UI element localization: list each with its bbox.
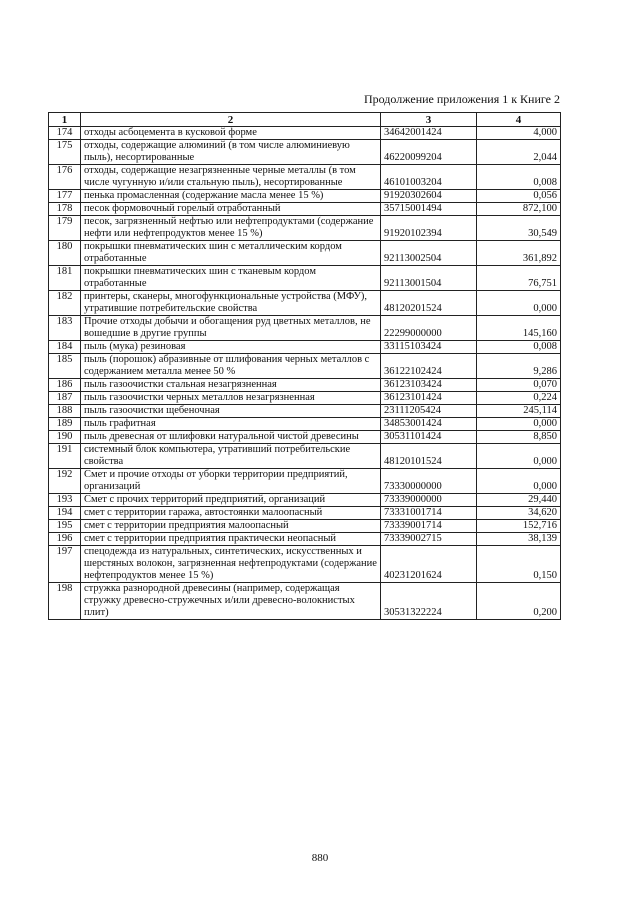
waste-table — [48, 112, 561, 620]
waste-name: отходы, содержащие незагрязненные черные металлы (в том числе чугунную и/или стальную пыль), несортированные — [81, 165, 381, 190]
table-row — [49, 546, 561, 583]
waste-value: 361,892 — [477, 241, 561, 266]
waste-name: пыль (мука) резиновая — [81, 341, 381, 354]
column-header: 1 — [49, 113, 81, 127]
waste-code: 36122102424 — [381, 354, 477, 379]
waste-value: 152,716 — [477, 520, 561, 533]
waste-name: покрышки пневматических шин с металлическим кордом отработанные — [81, 241, 381, 266]
waste-value: 8,850 — [477, 431, 561, 444]
row-number: 174 — [49, 127, 81, 140]
table-row — [49, 266, 561, 291]
waste-value: 29,440 — [477, 494, 561, 507]
row-number: 183 — [49, 316, 81, 341]
waste-value: 145,160 — [477, 316, 561, 341]
waste-name: отходы, содержащие алюминий (в том числе алюминиевую пыль), несортированные — [81, 140, 381, 165]
waste-value: 76,751 — [477, 266, 561, 291]
row-number: 188 — [49, 405, 81, 418]
table-row — [49, 379, 561, 392]
table-row — [49, 418, 561, 431]
waste-code: 34642001424 — [381, 127, 477, 140]
waste-code: 34853001424 — [381, 418, 477, 431]
table-row — [49, 354, 561, 379]
waste-name: смет с территории предприятия практически неопасный — [81, 533, 381, 546]
table-row — [49, 507, 561, 520]
waste-code: 22299000000 — [381, 316, 477, 341]
waste-name: стружка разнородной древесины (например, содержащая стружку древесно-стружечных и/или древесно-волокнистых плит) — [81, 583, 381, 620]
row-number: 176 — [49, 165, 81, 190]
waste-code: 92113001504 — [381, 266, 477, 291]
waste-name: покрышки пневматических шин с тканевым кордом отработанные — [81, 266, 381, 291]
waste-name: принтеры, сканеры, многофункциональные устройства (МФУ), утратившие потребительские свойства — [81, 291, 381, 316]
table-row — [49, 583, 561, 620]
waste-code: 91920102394 — [381, 216, 477, 241]
table-row — [49, 127, 561, 140]
row-number: 184 — [49, 341, 81, 354]
table-row — [49, 405, 561, 418]
table-header-row — [49, 113, 561, 127]
waste-code: 48120201524 — [381, 291, 477, 316]
table-row — [49, 469, 561, 494]
row-number: 189 — [49, 418, 81, 431]
table-row — [49, 520, 561, 533]
waste-value: 0,200 — [477, 583, 561, 620]
row-number: 175 — [49, 140, 81, 165]
waste-name: пыль газоочистки стальная незагрязненная — [81, 379, 381, 392]
waste-code: 33115103424 — [381, 341, 477, 354]
waste-name: отходы асбоцемента в кусковой форме — [81, 127, 381, 140]
waste-code: 30531322224 — [381, 583, 477, 620]
row-number: 186 — [49, 379, 81, 392]
table-row — [49, 165, 561, 190]
waste-code: 23111205424 — [381, 405, 477, 418]
row-number: 187 — [49, 392, 81, 405]
row-number: 191 — [49, 444, 81, 469]
table-row — [49, 316, 561, 341]
waste-value: 9,286 — [477, 354, 561, 379]
waste-value: 0,008 — [477, 341, 561, 354]
row-number: 197 — [49, 546, 81, 583]
table-row — [49, 494, 561, 507]
table-row — [49, 291, 561, 316]
waste-name: пыль (порошок) абразивные от шлифования черных металлов с содержанием металла менее 50 % — [81, 354, 381, 379]
waste-code: 30531101424 — [381, 431, 477, 444]
row-number: 177 — [49, 190, 81, 203]
waste-value: 0,000 — [477, 469, 561, 494]
row-number: 194 — [49, 507, 81, 520]
waste-value: 34,620 — [477, 507, 561, 520]
waste-code: 92113002504 — [381, 241, 477, 266]
waste-name: Смет и прочие отходы от уборки территории предприятий, организаций — [81, 469, 381, 494]
waste-value: 30,549 — [477, 216, 561, 241]
table-row — [49, 431, 561, 444]
table-row — [49, 140, 561, 165]
waste-code: 36123103424 — [381, 379, 477, 392]
waste-value: 0,000 — [477, 418, 561, 431]
waste-value: 0,008 — [477, 165, 561, 190]
waste-value: 245,114 — [477, 405, 561, 418]
row-number: 178 — [49, 203, 81, 216]
row-number: 190 — [49, 431, 81, 444]
row-number: 181 — [49, 266, 81, 291]
table-row — [49, 190, 561, 203]
waste-code: 73331001714 — [381, 507, 477, 520]
table-row — [49, 341, 561, 354]
waste-name: пенька промасленная (содержание масла менее 15 %) — [81, 190, 381, 203]
table-row — [49, 203, 561, 216]
waste-name: системный блок компьютера, утративший потребительские свойства — [81, 444, 381, 469]
waste-value: 0,000 — [477, 444, 561, 469]
waste-code: 46101003204 — [381, 165, 477, 190]
row-number: 193 — [49, 494, 81, 507]
waste-code: 48120101524 — [381, 444, 477, 469]
waste-code: 40231201624 — [381, 546, 477, 583]
waste-name: спецодежда из натуральных, синтетических, искусственных и шерстяных волокон, загрязненная нефтепродуктами (содержание нефтепродуктов менее 15 %) — [81, 546, 381, 583]
column-header: 4 — [477, 113, 561, 127]
table-row — [49, 216, 561, 241]
row-number: 192 — [49, 469, 81, 494]
row-number: 198 — [49, 583, 81, 620]
row-number: 180 — [49, 241, 81, 266]
table-row — [49, 392, 561, 405]
waste-value: 0,070 — [477, 379, 561, 392]
row-number: 182 — [49, 291, 81, 316]
page-number: 880 — [311, 852, 329, 864]
waste-name: Смет с прочих территорий предприятий, организаций — [81, 494, 381, 507]
waste-value: 4,000 — [477, 127, 561, 140]
waste-name: Прочие отходы добычи и обогащения руд цветных металлов, не вошедшие в другие группы — [81, 316, 381, 341]
waste-code: 35715001494 — [381, 203, 477, 216]
row-number: 179 — [49, 216, 81, 241]
waste-code: 73339002715 — [381, 533, 477, 546]
waste-code: 46220099204 — [381, 140, 477, 165]
page-heading: Продолжение приложения 1 к Книге 2 — [363, 92, 560, 106]
column-header: 2 — [81, 113, 381, 127]
table-row — [49, 533, 561, 546]
waste-name: пыль древесная от шлифовки натуральной чистой древесины — [81, 431, 381, 444]
waste-name: пыль газоочистки щебеночная — [81, 405, 381, 418]
row-number: 195 — [49, 520, 81, 533]
waste-value: 2,044 — [477, 140, 561, 165]
waste-value: 0,056 — [477, 190, 561, 203]
row-number: 185 — [49, 354, 81, 379]
waste-name: песок формовочный горелый отработанный — [81, 203, 381, 216]
waste-value: 0,150 — [477, 546, 561, 583]
waste-name: пыль графитная — [81, 418, 381, 431]
waste-code: 73339000000 — [381, 494, 477, 507]
table-row — [49, 241, 561, 266]
waste-code: 73330000000 — [381, 469, 477, 494]
waste-name: смет с территории предприятия малоопасный — [81, 520, 381, 533]
waste-code: 73339001714 — [381, 520, 477, 533]
table-row — [49, 444, 561, 469]
waste-name: песок, загрязненный нефтью или нефтепродуктами (содержание нефти или нефтепродуктов менее 15 %) — [81, 216, 381, 241]
waste-value: 0,224 — [477, 392, 561, 405]
waste-value: 38,139 — [477, 533, 561, 546]
waste-name: смет с территории гаража, автостоянки малоопасный — [81, 507, 381, 520]
waste-code: 91920302604 — [381, 190, 477, 203]
waste-value: 0,000 — [477, 291, 561, 316]
column-header: 3 — [381, 113, 477, 127]
waste-value: 872,100 — [477, 203, 561, 216]
waste-name: пыль газоочистки черных металлов незагрязненная — [81, 392, 381, 405]
row-number: 196 — [49, 533, 81, 546]
waste-code: 36123101424 — [381, 392, 477, 405]
